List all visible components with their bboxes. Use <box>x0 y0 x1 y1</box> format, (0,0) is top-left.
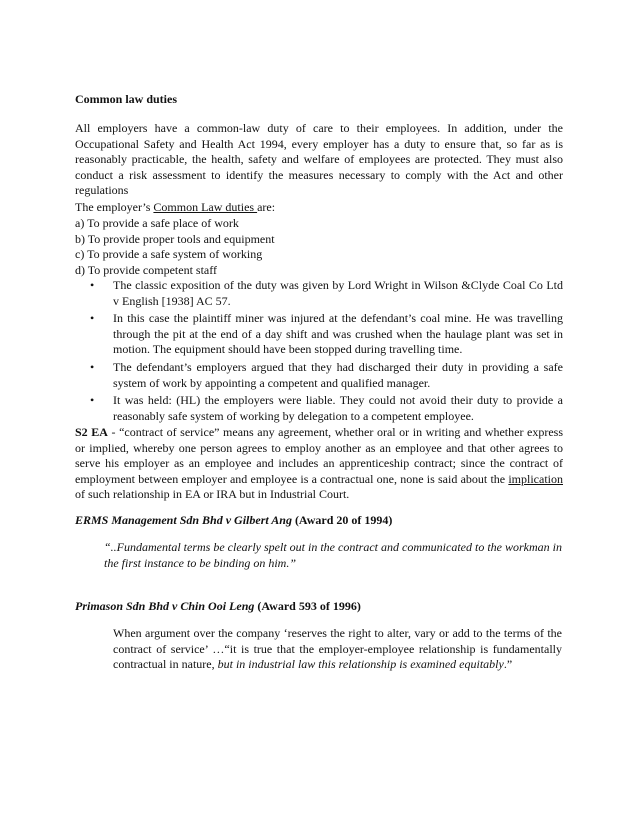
heading-common-law-duties: Common law duties <box>75 92 178 106</box>
case-points-list <box>75 278 563 426</box>
primason-quote-italic: but in industrial law this relationship is examined equitably <box>217 657 504 672</box>
duties-intro-prefix: The employer’s <box>75 200 154 214</box>
case-title: ERMS Management Sdn Bhd v Gilbert Ang <box>75 513 292 527</box>
bullet-text: The classic exposition of the duty was given by Lord Wright in Wilson &Clyde Coal Co Ltd v English [1938] AC 57. <box>113 278 563 308</box>
primason-quote-text: When argument over the company ‘reserves the right to alter, vary or add to the terms of the contract of service’ …“it is true that the employer-employee relationship is fundamentally contractual in nature, <box>113 626 562 672</box>
bullet-icon: • <box>90 393 95 408</box>
duties-intro <box>75 200 563 216</box>
s2-ea-text-end: of such relationship in EA or IRA but in Industrial Court. <box>75 487 350 502</box>
bullet-text: In this case the plaintiff miner was injured at the defendant’s coal mine. He was travelling through the pit at the end of a day shift and was crushed when the haulage plant was set in motion. The equipment should have been stopped during travelling time. <box>113 311 563 357</box>
s2-ea-paragraph <box>75 425 563 503</box>
duties-list <box>75 216 563 278</box>
bullet-item <box>75 311 563 358</box>
bullet-text: The defendant’s employers argued that they had discharged their duty in providing a safe system of work by appointing a competent and qualified manager. <box>113 359 563 390</box>
common-law-duties-underlined: Common Law duties <box>153 200 258 214</box>
s2-ea-text: - “contract of service” means any agreement, whether oral or in writing and whether express or implied, whereby one person agrees to employ another as an employee and that other agrees to serve his employer as an employee and includes an apprenticeship contract; since the contract of employment between employer and employee is a contractual one, none is said about the <box>75 425 563 486</box>
bullet-icon: • <box>90 359 95 374</box>
bullet-icon: • <box>90 278 95 292</box>
bullet-item <box>75 393 563 424</box>
bullet-item <box>75 278 563 309</box>
duty-item: d) To provide competent staff <box>75 262 218 277</box>
duty-item: c) To provide a safe system of working <box>75 247 263 262</box>
case-heading-erms <box>75 513 563 529</box>
duties-intro-suffix: are: <box>257 200 276 214</box>
case-title: Primason Sdn Bhd v Chin Ooi Leng <box>75 599 255 613</box>
case-heading-primason <box>75 599 563 615</box>
primason-quote-end: .” <box>503 657 513 672</box>
duty-item: b) To provide proper tools and equipment <box>75 231 275 246</box>
case-award: (Award 593 of 1996) <box>254 599 361 613</box>
bullet-item <box>75 360 563 391</box>
implication-underlined: implication <box>508 471 563 486</box>
intro-paragraph: All employers have a common-law duty of care to their employees. In addition, under the Occupational Safety and Health Act 1994, every employer has a duty to ensure that, so far as is reasonably practicable, the health, safety and welfare of employees are protected. They must also conduct a risk assessment to identify the measures necessary to comply with the Act and other regulations <box>75 121 563 198</box>
duty-item: a) To provide a safe place of work <box>75 216 239 230</box>
erms-quote: “..Fundamental terms be clearly spelt out in the contract and communicated to the workman in the first instance to be binding on him.” <box>104 540 562 570</box>
bullet-icon: • <box>90 311 95 326</box>
case-award: (Award 20 of 1994) <box>291 513 393 527</box>
s2-ea-label: S2 EA <box>75 425 108 439</box>
primason-quote <box>113 626 562 673</box>
bullet-text: It was held: (HL) the employers were liable. They could not avoid their duty to provide a reasonably safe system of working by delegation to a competent employee. <box>113 393 563 423</box>
